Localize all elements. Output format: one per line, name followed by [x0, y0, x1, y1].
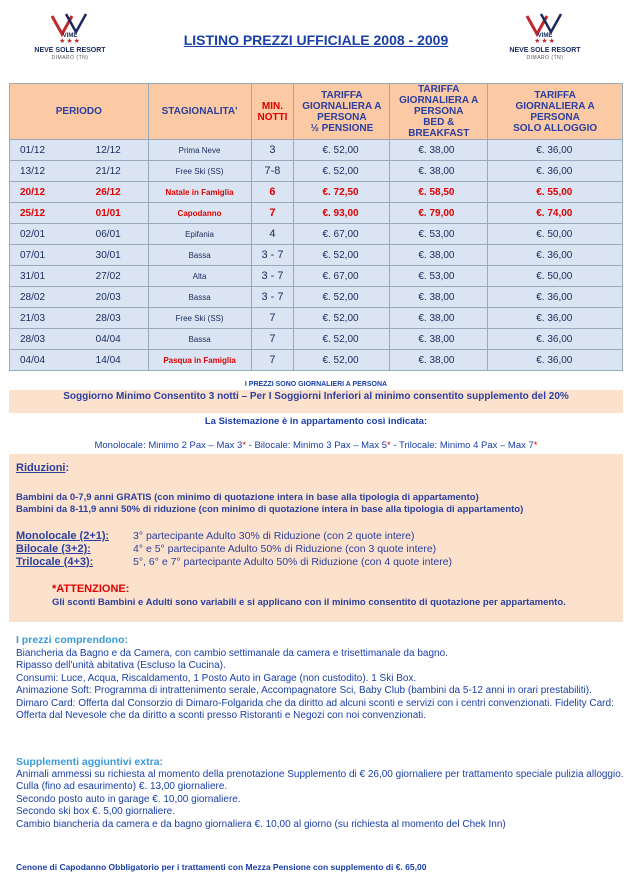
- table-row: [10, 287, 623, 308]
- header-stagionalita: STAGIONALITA': [148, 84, 251, 140]
- unit-discount-bilocale: Bilocale (3+2): 4° e 5° partecipante Adulto 50% di Riduzione (con 3 quote intere): [16, 543, 437, 555]
- table-row: [10, 308, 623, 329]
- room-only-price: €. 36,00: [488, 308, 623, 329]
- period-cell: [10, 161, 149, 182]
- price-table: [9, 83, 623, 371]
- table-row: [10, 224, 623, 245]
- unit-discount-trilocale: Trilocale (4+3): 5°, 6° e 7° partecipante Adulto 50% di Riduzione (con 4 quote intere): [16, 556, 453, 568]
- period-from: 13/12: [20, 165, 46, 177]
- period-to: 04/04: [95, 333, 121, 345]
- table-row: [10, 329, 623, 350]
- bed-breakfast-price: €. 53,00: [390, 224, 488, 245]
- season-cell: Bassa: [148, 329, 251, 350]
- season-cell: Free Ski (SS): [148, 161, 251, 182]
- room-only-price: €. 36,00: [488, 350, 623, 371]
- attention-text: Gli sconti Bambini e Adulti sono variabili e si applicano con il minimo consentito di quotazione per appartamento.: [52, 597, 566, 608]
- logo-brand: VIME: [537, 33, 553, 38]
- bed-breakfast-price: €. 38,00: [390, 308, 488, 329]
- room-only-price: €. 36,00: [488, 329, 623, 350]
- bed-breakfast-price: €. 58,50: [390, 182, 488, 203]
- list-item: Consumi: Luce, Acqua, Riscaldamento, 1 Posto Auto in Garage (non custodito). 1 Ski Box.: [16, 672, 417, 684]
- table-row: [10, 350, 623, 371]
- kids-discount-line: Bambini da 0-7,9 anni GRATIS (con minimo di quotazione intera in base alla tipologia di appartamento): [16, 492, 479, 503]
- list-item: Cambio biancheria da camera e da bagno giornaliera €. 10,00 al giorno (su richiesta al momento del Chek Inn): [16, 818, 506, 830]
- bed-breakfast-price: €. 53,00: [390, 266, 488, 287]
- attention-title: *ATTENZIONE:: [52, 583, 130, 595]
- period-to: 20/03: [95, 291, 121, 303]
- list-item: Secondo posto auto in garage €. 10,00 giornaliere.: [16, 793, 241, 805]
- period-cell: [10, 245, 149, 266]
- half-board-price: €. 52,00: [294, 350, 390, 371]
- min-stay-box: [9, 390, 623, 413]
- period-from: 01/12: [20, 144, 46, 156]
- bed-breakfast-price: €. 79,00: [390, 203, 488, 224]
- table-row: [10, 140, 623, 161]
- table-row: [10, 203, 623, 224]
- period-to: 01/01: [95, 207, 121, 219]
- period-from: 20/12: [20, 186, 46, 198]
- unit-discount-monolocale: Monolocale (2+1): 3° partecipante Adulto 30% di Riduzione (con 2 quote intere): [16, 530, 415, 542]
- half-board-price: €. 52,00: [294, 308, 390, 329]
- period-from: 31/01: [20, 270, 46, 282]
- room-only-price: €. 36,00: [488, 140, 623, 161]
- period-to: 27/02: [95, 270, 121, 282]
- room-only-price: €. 36,00: [488, 245, 623, 266]
- season-cell: Alta: [148, 266, 251, 287]
- season-cell: Pasqua in Famiglia: [148, 350, 251, 371]
- list-item: Animazione Soft: Programma di intrattenimento serale, Accompagnatore Sci, Baby Club (bambini da 5-12 anni in orari prestabiliti). Dimaro Card: Offerta dal Consorzio di Dimaro-Folgarida che da diritto ad alcuni sconti e servizi con i centri convenzionati. Fidelity Card: Offerta dal Nevesole che da diritto a sconti presso Ristoranti e Negozi con noi convenzionati.: [16, 685, 614, 722]
- season-cell: Free Ski (SS): [148, 308, 251, 329]
- header-half-board: TARIFFA GIORNALIERA A PERSONA ½ PENSIONE: [294, 84, 390, 140]
- list-item: Secondo ski box €. 5,00 giornaliere.: [16, 806, 175, 818]
- half-board-price: €. 67,00: [294, 266, 390, 287]
- bed-breakfast-price: €. 38,00: [390, 161, 488, 182]
- period-to: 28/03: [95, 312, 121, 324]
- period-from: 25/12: [20, 207, 46, 219]
- min-nights-cell: 3 - 7: [251, 266, 294, 287]
- table-row: [10, 182, 623, 203]
- bed-breakfast-price: €. 38,00: [390, 350, 488, 371]
- bed-breakfast-price: €. 38,00: [390, 140, 488, 161]
- min-nights-cell: 7: [251, 350, 294, 371]
- period-from: 28/02: [20, 291, 46, 303]
- comprendono-title: I prezzi comprendono:: [16, 634, 129, 646]
- bed-breakfast-price: €. 38,00: [390, 329, 488, 350]
- list-item: Ripasso dell'unità abitativa (Escluso la Cucina).: [16, 660, 226, 672]
- room-only-price: €. 55,00: [488, 182, 623, 203]
- min-nights-cell: 3: [251, 140, 294, 161]
- room-only-price: €. 36,00: [488, 287, 623, 308]
- min-nights-cell: 7: [251, 203, 294, 224]
- min-nights-cell: 7: [251, 329, 294, 350]
- period-cell: [10, 182, 149, 203]
- min-stay-text: Soggiorno Minimo Consentito 3 notti – Per I Soggiorni Inferiori al minimo consentito supplemento del 20%: [63, 391, 569, 402]
- period-from: 21/03: [20, 312, 46, 324]
- logo-stars: ★★★: [59, 38, 81, 45]
- period-cell: [10, 266, 149, 287]
- period-cell: [10, 350, 149, 371]
- min-nights-cell: 7: [251, 308, 294, 329]
- period-to: 26/12: [95, 186, 121, 198]
- apartment-capacity-line: Monolocale: Minimo 2 Pax – Max 3* - Bilocale: Minimo 3 Pax – Max 5* - Trilocale: Minimo 4 Pax – Max 7*: [94, 440, 538, 451]
- table-row: [10, 266, 623, 287]
- supplementi-title: Supplementi aggiuntivi extra:: [16, 756, 164, 768]
- half-board-price: €. 52,00: [294, 329, 390, 350]
- min-nights-cell: 4: [251, 224, 294, 245]
- kids-discount-line: Bambini da 8-11,9 anni 50% di riduzione (con minimo di quotazione intera in base alla tipologia di appartamento): [16, 504, 524, 515]
- half-board-price: €. 93,00: [294, 203, 390, 224]
- bed-breakfast-price: €. 38,00: [390, 245, 488, 266]
- period-from: 28/03: [20, 333, 46, 345]
- min-nights-cell: 3 - 7: [251, 245, 294, 266]
- list-item: Animali ammessi su richiesta al momento della prenotazione Supplemento di € 26,00 giornaliere per trattamento speciale pulizia alloggio.: [16, 769, 624, 780]
- season-cell: Bassa: [148, 245, 251, 266]
- period-cell: [10, 329, 149, 350]
- period-cell: [10, 308, 149, 329]
- season-cell: Epifania: [148, 224, 251, 245]
- half-board-price: €. 52,00: [294, 140, 390, 161]
- table-header-row: [10, 84, 623, 140]
- header-bed-breakfast: TARIFFA GIORNALIERA A PERSONA BED & BREAKFAST: [390, 84, 488, 140]
- logo-stars: ★★★: [534, 38, 556, 45]
- period-to: 14/04: [95, 354, 121, 366]
- room-only-price: €. 74,00: [488, 203, 623, 224]
- period-to: 06/01: [95, 228, 121, 240]
- period-from: 04/04: [20, 354, 46, 366]
- min-nights-cell: 3 - 7: [251, 287, 294, 308]
- period-cell: [10, 287, 149, 308]
- half-board-price: €. 52,00: [294, 287, 390, 308]
- period-from: 07/01: [20, 249, 46, 261]
- bed-breakfast-price: €. 38,00: [390, 287, 488, 308]
- header-min-notti: MIN. NOTTI: [251, 84, 294, 140]
- logo-name: NEVE SOLE RESORT: [34, 47, 106, 54]
- period-cell: [10, 224, 149, 245]
- period-to: 21/12: [95, 165, 121, 177]
- half-board-price: €. 67,00: [294, 224, 390, 245]
- page-title: LISTINO PREZZI UFFICIALE 2008 - 2009: [183, 32, 449, 48]
- kids-discounts: [16, 492, 523, 516]
- half-board-price: €. 52,00: [294, 161, 390, 182]
- capodanno-note: Cenone di Capodanno Obbligatorio per i trattamenti con Mezza Pensione con supplemento di €. 65,00: [16, 862, 427, 872]
- table-row: [10, 245, 623, 266]
- table-row: [10, 161, 623, 182]
- comprendono-list: [16, 648, 626, 722]
- supplementi-list: [16, 769, 626, 831]
- room-only-price: €. 50,00: [488, 266, 623, 287]
- period-to: 30/01: [95, 249, 121, 261]
- half-board-price: €. 52,00: [294, 245, 390, 266]
- logo-brand: VIME: [62, 33, 78, 38]
- sistemazione-text: La Sistemazione è in appartamento così indicata:: [204, 416, 428, 427]
- period-cell: [10, 140, 149, 161]
- header-periodo: PERIODO: [10, 84, 149, 140]
- season-cell: Bassa: [148, 287, 251, 308]
- season-cell: Prima Neve: [148, 140, 251, 161]
- logo-place: DIMARO (TN): [51, 55, 89, 61]
- period-cell: [10, 203, 149, 224]
- daily-prices-note: I PREZZI SONO GIORNALIERI A PERSONA: [244, 381, 388, 388]
- min-nights-cell: 6: [251, 182, 294, 203]
- room-only-price: €. 36,00: [488, 161, 623, 182]
- min-nights-cell: 7-8: [251, 161, 294, 182]
- list-item: Culla (fino ad esaurimento) €. 13,00 giornaliere.: [16, 781, 228, 793]
- logo-place: DIMARO (TN): [526, 55, 564, 61]
- period-to: 12/12: [95, 144, 121, 156]
- season-cell: Natale in Famiglia: [148, 182, 251, 203]
- season-cell: Capodanno: [148, 203, 251, 224]
- logo-name: NEVE SOLE RESORT: [509, 47, 581, 54]
- room-only-price: €. 50,00: [488, 224, 623, 245]
- half-board-price: €. 72,50: [294, 182, 390, 203]
- list-item: Biancheria da Bagno e da Camera, con cambio settimanale da camera e trisettimanale da bagno.: [16, 648, 448, 659]
- riduzioni-title: Riduzioni:: [16, 462, 70, 474]
- period-from: 02/01: [20, 228, 46, 240]
- header-solo-alloggio: TARIFFA GIORNALIERA A PERSONA SOLO ALLOGGIO: [488, 84, 623, 140]
